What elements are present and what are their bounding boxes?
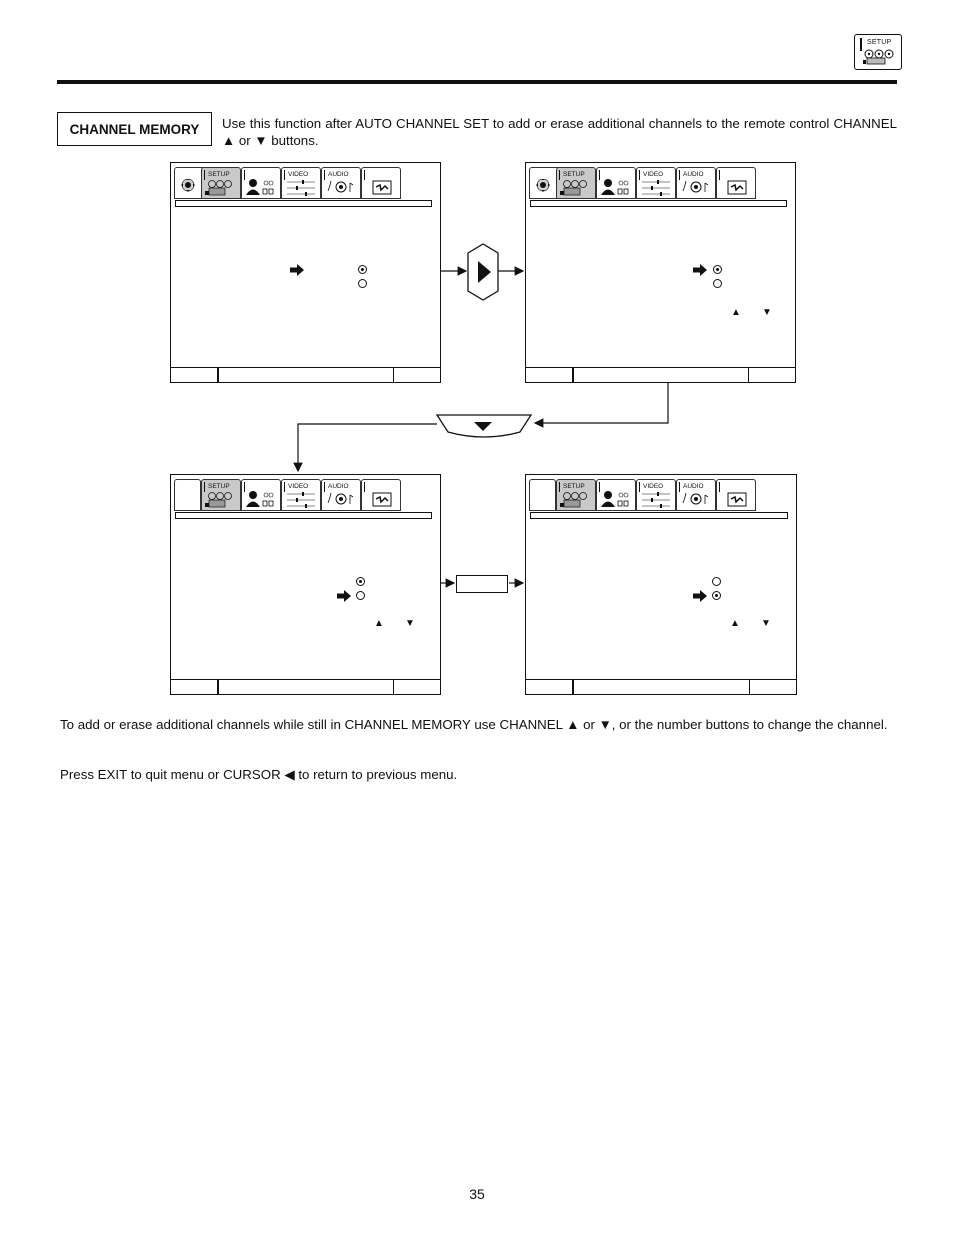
menu-screen-3 <box>170 474 441 695</box>
tab-video <box>281 479 321 511</box>
channel-up-glyph: ▲ <box>730 618 740 629</box>
sliders-icon <box>640 491 674 511</box>
menu-screen-2 <box>525 162 796 383</box>
person-icon <box>600 491 634 511</box>
section-title: CHANNEL MEMORY <box>57 112 212 146</box>
sliders-icon <box>285 179 319 199</box>
radio-erase[interactable] <box>356 591 365 600</box>
menu-screen-4 <box>525 474 797 695</box>
tab-video <box>636 479 676 511</box>
speaker-icon <box>325 491 359 511</box>
tab-theater <box>716 167 756 199</box>
tab-audio-label: AUDIO <box>683 483 704 490</box>
tab-video-label: VIDEO <box>643 171 664 178</box>
speaker-icon <box>680 491 714 511</box>
intermediate-button <box>456 575 508 593</box>
setup-icon <box>560 491 594 511</box>
cursor-right-button <box>466 243 500 301</box>
setup-icon <box>205 179 239 199</box>
cursor-down-button <box>434 412 534 438</box>
channel-down-glyph: ▼ <box>762 307 772 318</box>
tab-video-label: VIDEO <box>288 483 309 490</box>
tab-setup-label: SETUP <box>563 483 585 490</box>
tab-theater <box>361 167 401 199</box>
channel-up-glyph: ▲ <box>374 618 384 629</box>
radio-erase[interactable] <box>712 591 721 600</box>
sliders-icon <box>640 179 674 199</box>
tab-setup-label: SETUP <box>208 483 230 490</box>
radio-erase[interactable] <box>713 279 722 288</box>
tab-setup <box>556 479 596 511</box>
tab-parental <box>241 167 281 199</box>
pointer-arrow-icon <box>290 264 304 276</box>
pointer-arrow-icon <box>693 264 707 276</box>
speaker-icon <box>680 179 714 199</box>
tab-video-label: VIDEO <box>643 483 664 490</box>
setup-icon <box>205 491 239 511</box>
person-icon <box>245 491 279 511</box>
speaker-icon <box>325 179 359 199</box>
channel-down-glyph: ▼ <box>761 618 771 629</box>
film-icon <box>365 179 399 199</box>
pointer-arrow-icon <box>693 590 707 602</box>
setup-badge-label: SETUP <box>867 39 892 46</box>
film-icon <box>365 491 399 511</box>
tab-video-label: VIDEO <box>288 171 309 178</box>
tab-blank <box>529 479 556 511</box>
tab-audio-label: AUDIO <box>328 171 349 178</box>
instruction-paragraph-1: To add or erase additional channels while still in CHANNEL MEMORY use CHANNEL ▲ or ▼, or the number buttons to change the channel. <box>60 717 888 732</box>
menu-screen-1 <box>170 162 441 383</box>
tab-setup <box>556 167 596 199</box>
page-number: 35 <box>469 1186 485 1202</box>
tab-video <box>636 167 676 199</box>
tab-audio-label: AUDIO <box>328 483 349 490</box>
film-icon <box>720 491 754 511</box>
tab-parental <box>596 167 636 199</box>
tab-video <box>281 167 321 199</box>
radio-add[interactable] <box>358 265 367 274</box>
tab-audio <box>321 167 361 199</box>
intro-text: Use this function after AUTO CHANNEL SET to add or erase additional channels to the remote control CHANNEL ▲ or ▼ buttons. <box>222 116 897 148</box>
tab-audio <box>676 479 716 511</box>
setup-icon <box>560 179 594 199</box>
radio-add[interactable] <box>712 577 721 586</box>
tab-setup <box>201 167 241 199</box>
tab-setup <box>201 479 241 511</box>
instruction-paragraph-2: Press EXIT to quit menu or CURSOR ◀ to return to previous menu. <box>60 767 458 782</box>
person-icon <box>600 179 634 199</box>
radio-add[interactable] <box>356 577 365 586</box>
person-icon <box>245 179 279 199</box>
tab-setup-label: SETUP <box>563 171 585 178</box>
tab-theater <box>361 479 401 511</box>
tab-blank <box>174 479 201 511</box>
tab-audio <box>321 479 361 511</box>
channel-down-glyph: ▼ <box>405 618 415 629</box>
tab-theater <box>716 479 756 511</box>
tab-parental <box>596 479 636 511</box>
tab-audio <box>676 167 716 199</box>
tab-setup-label: SETUP <box>208 171 230 178</box>
pointer-arrow-icon <box>337 590 351 602</box>
tab-audio-label: AUDIO <box>683 171 704 178</box>
film-icon <box>720 179 754 199</box>
tab-parental <box>241 479 281 511</box>
channel-up-glyph: ▲ <box>731 307 741 318</box>
radio-erase[interactable] <box>358 279 367 288</box>
radio-add[interactable] <box>713 265 722 274</box>
sliders-icon <box>285 491 319 511</box>
